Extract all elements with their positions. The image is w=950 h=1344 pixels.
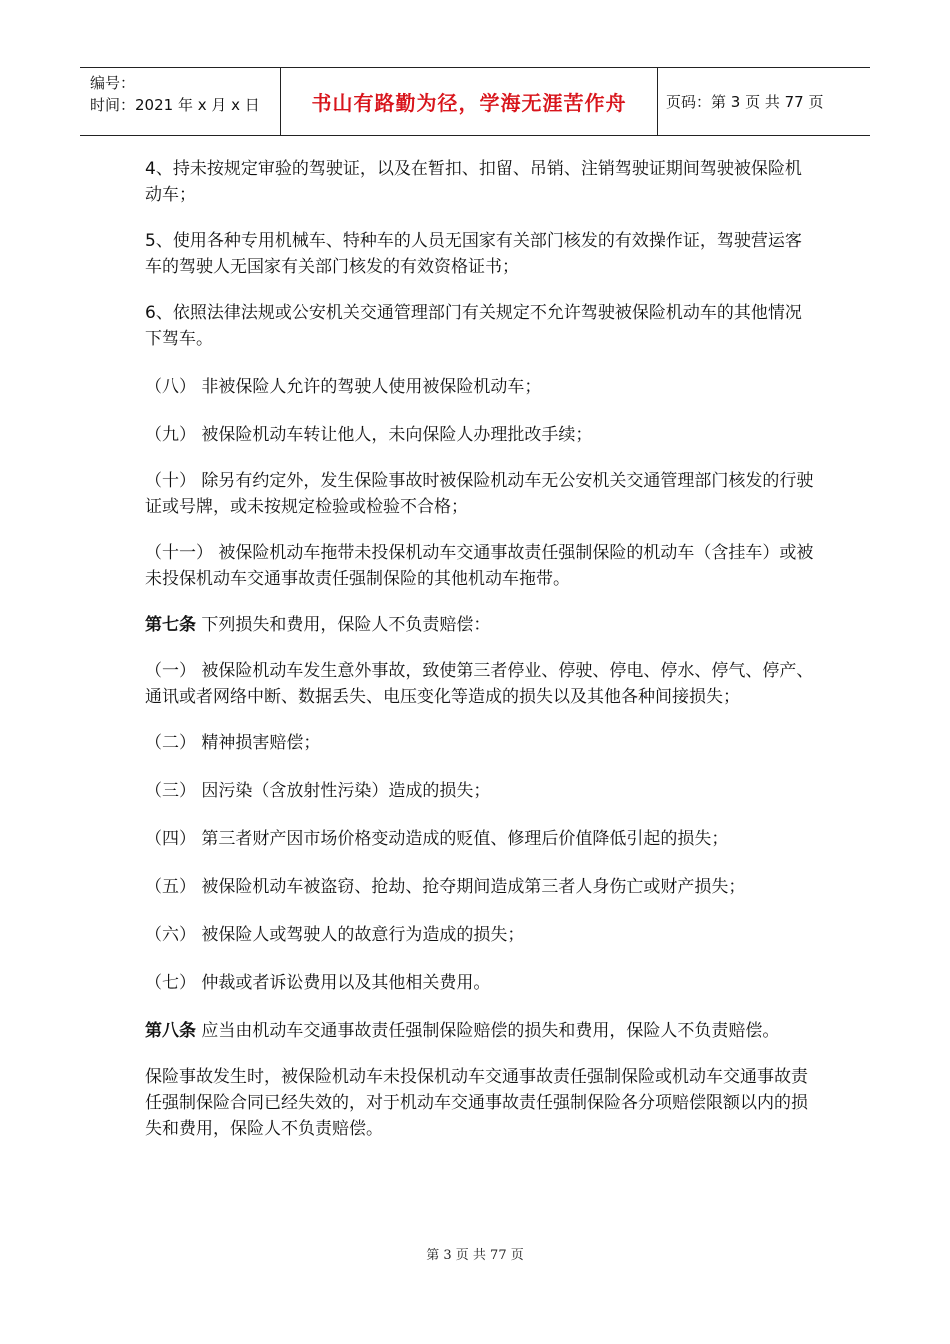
paragraph: （三） 因污染（含放射性污染）造成的损失； [145, 781, 491, 801]
paragraph: （九） 被保险机动车转让他人，未向保险人办理批改手续； [145, 425, 593, 445]
paragraph: （八） 非被保险人允许的驾驶人使用被保险机动车； [145, 377, 542, 397]
paragraph: （七） 仲裁或者诉讼费用以及其他相关费用。 [145, 973, 491, 993]
paragraph: 6、依照法律法规或公安机关交通管理部门有关规定不允许驾驶被保险机动车的其他情况下驾车。 [145, 303, 802, 349]
header-motto: 书山有路勤为径，学海无涯苦作舟 [280, 68, 658, 135]
article-number: 第七条 [145, 615, 196, 635]
paragraph: （四） 第三者财产因市场价格变动造成的贬值、修理后价值降低引起的损失； [145, 829, 729, 849]
paragraph: （六） 被保险人或驾驶人的故意行为造成的损失； [145, 925, 525, 945]
paragraph: 5、使用各种专用机械车、特种车的人员无国家有关部门核发的有效操作证，驾驶营运客车的驾驶人无国家有关部门核发的有效资格证书； [145, 231, 802, 277]
page-footer: 第 3 页 共 77 页 [426, 1248, 524, 1263]
article-number: 第八条 [145, 1021, 196, 1041]
article-seven-heading: 第七条 下列损失和费用，保险人不负责赔偿： [145, 615, 491, 635]
paragraph: （十一） 被保险机动车拖带未投保机动车交通事故责任强制保险的机动车（含挂车）或被未投保机动车交通事故责任强制保险的其他机动车拖带。 [145, 543, 814, 589]
paragraph: （二） 精神损害赔偿； [145, 733, 321, 753]
paragraph: 4、持未按规定审验的驾驶证，以及在暂扣、扣留、吊销、注销驾驶证期间驾驶被保险机动车； [145, 159, 802, 205]
document-body [145, 156, 815, 1162]
document-header [80, 67, 870, 136]
paragraph: （十） 除另有约定外，发生保险事故时被保险机动车无公安机关交通管理部门核发的行驶证或号牌，或未按规定检验或检验不合格； [145, 471, 814, 517]
header-page-indicator: 页码：第 3 页 共 77 页 [666, 93, 824, 111]
paragraph: （五） 被保险机动车被盗窃、抢劫、抢夺期间造成第三者人身伤亡或财产损失； [145, 877, 746, 897]
document-date-label: 时间：2021 年 x 月 x 日 [90, 96, 260, 114]
article-eight-heading: 第八条 应当由机动车交通事故责任强制保险赔偿的损失和费用，保险人不负责赔偿。 [145, 1021, 780, 1041]
header-meta [80, 68, 280, 135]
document-number-label: 编号： [90, 74, 136, 92]
paragraph: （一） 被保险机动车发生意外事故，致使第三者停业、停驶、停电、停水、停气、停产、通讯或者网络中断、数据丢失、电压变化等造成的损失以及其他各种间接损失； [145, 661, 814, 707]
paragraph: 保险事故发生时，被保险机动车未投保机动车交通事故责任强制保险或机动车交通事故责任强制保险合同已经失效的，对于机动车交通事故责任强制保险各分项赔偿限额以内的损失和费用，保险人不负责赔偿。 [145, 1067, 808, 1139]
